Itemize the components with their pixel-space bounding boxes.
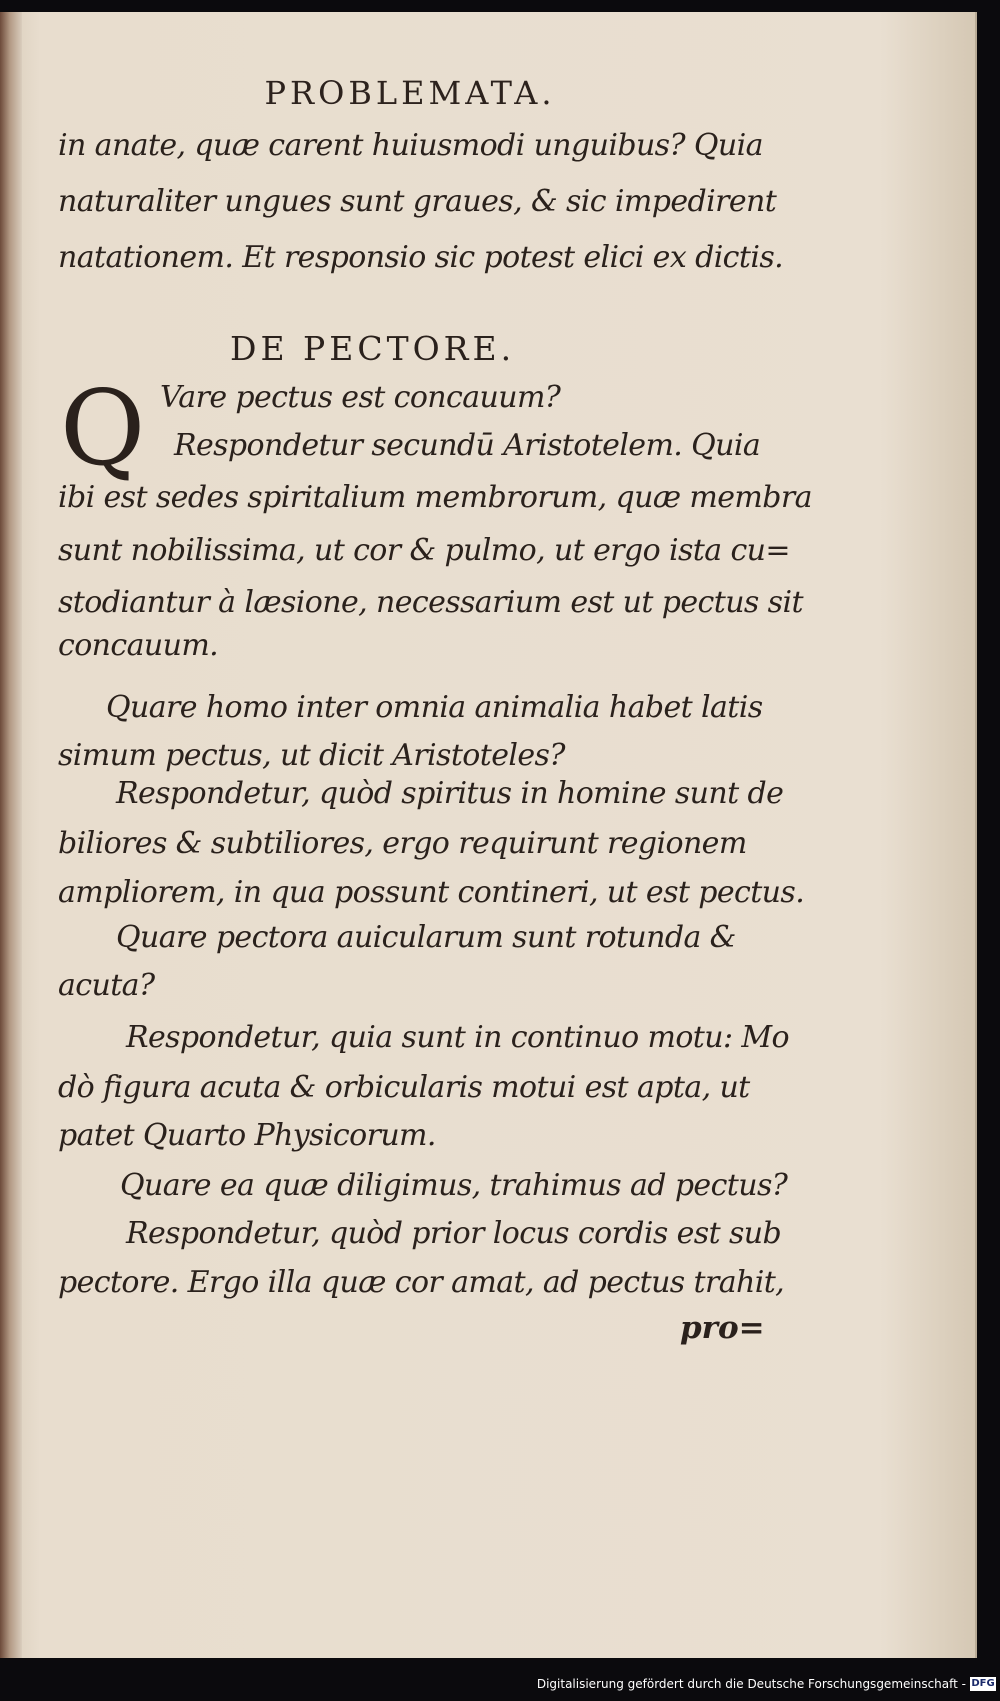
text-line: Quare ea quæ diligimus, trahimus ad pectus? — [120, 1168, 788, 1203]
text-line: simum pectus, ut dicit Aristoteles? — [58, 738, 565, 773]
text-line: stodiantur à læsione, necessarium est ut pectus sit — [58, 585, 803, 620]
text-line: ampliorem, in qua possunt contineri, ut est pectus. — [58, 875, 805, 910]
text-line: Quare homo inter omnia animalia habet latis — [106, 690, 763, 725]
text-line: in anate, quæ carent huiusmodi unguibus? Quia — [58, 128, 763, 163]
text-line: dò figura acuta & orbicularis motui est apta, ut — [58, 1070, 750, 1105]
text-line: ibi est sedes spiritalium membrorum, quæ membra — [58, 480, 812, 515]
drop-cap: Q — [60, 367, 146, 489]
text-line: pectore. Ergo illa quæ cor amat, ad pectus trahit, — [58, 1265, 785, 1300]
section-heading: DE PECTORE. — [230, 329, 516, 368]
dfg-logo: DFG — [971, 1678, 995, 1689]
text-line: Respondetur, quòd spiritus in homine sunt de — [116, 776, 784, 811]
text-line: Respondetur secundū Aristotelem. Quia — [174, 428, 761, 463]
text-line: sunt nobilissima, ut cor & pulmo, ut ergo ista cu= — [58, 533, 790, 568]
running-header: PROBLEMATA. — [264, 74, 556, 112]
text-line: acuta? — [58, 968, 155, 1003]
text-line: Respondetur, quòd prior locus cordis est sub — [126, 1216, 782, 1251]
page-gutter — [0, 12, 22, 1658]
text-line: concauum. — [58, 628, 219, 663]
text-line: natationem. Et responsio sic potest elici ex dictis. — [58, 240, 784, 275]
text-line: biliores & subtiliores, ergo requirunt regionem — [58, 826, 747, 861]
text-line: naturaliter ungues sunt graues, & sic impedirent — [58, 184, 777, 219]
text-line: patet Quarto Physicorum. — [58, 1118, 436, 1153]
text-line: Quare pectora auicularum sunt rotunda & — [116, 920, 736, 955]
catchword: pro= — [680, 1310, 765, 1346]
text-line: Respondetur, quia sunt in continuo motu: Mo — [126, 1020, 789, 1055]
text-line: Vare pectus est concauum? — [160, 380, 561, 415]
footer-credit: Digitalisierung gefördert durch die Deutsche Forschungsgemeinschaft - — [536, 1677, 966, 1691]
